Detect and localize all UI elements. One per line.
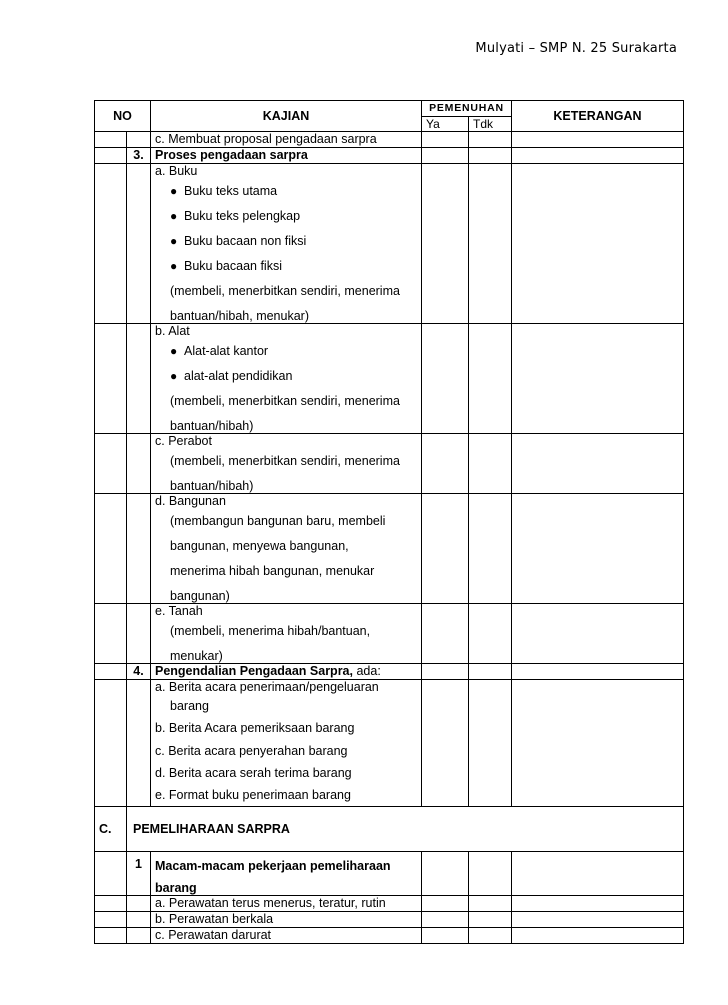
kajian-cell: c. Membuat proposal pengadaan sarpra (151, 132, 422, 148)
row-number: 3. (127, 148, 151, 164)
section-title: Pengendalian Pengadaan Sarpra, ada: (151, 664, 422, 680)
bullet-icon: ● (170, 209, 178, 223)
table-row (95, 132, 684, 148)
note-line: bantuan/hibah, menukar) (170, 309, 309, 323)
kajian-cell: c. Perawatan darurat (151, 928, 422, 944)
note-line: (membeli, menerbitkan sendiri, menerima (170, 284, 400, 298)
section-letter: C. (95, 807, 127, 852)
note-line: bangunan) (170, 589, 230, 603)
kajian-cell (151, 434, 422, 494)
bullet-icon: ● (170, 234, 178, 248)
note-line: barang (170, 699, 209, 713)
section-title: PEMELIHARAAN SARPRA (127, 807, 684, 852)
page-header: Mulyati – SMP N. 25 Surakarta (475, 41, 677, 56)
bullet-icon: ● (170, 344, 178, 358)
table-row (95, 680, 684, 807)
table-row (95, 164, 684, 324)
item-label: d. Bangunan (155, 494, 226, 508)
table-row (95, 896, 684, 912)
section-title: Macam-macam pekerjaan pemeliharaan barang (151, 852, 422, 896)
table-row (95, 148, 684, 164)
header-kajian: KAJIAN (151, 101, 422, 132)
table-row (95, 912, 684, 928)
bullet-icon: ● (170, 259, 178, 273)
kajian-cell: a. Perawatan terus menerus, teratur, rutin (151, 896, 422, 912)
header-ya: Ya (422, 117, 469, 132)
table-row (95, 928, 684, 944)
header-keterangan: KETERANGAN (512, 101, 684, 132)
item-label: a. Berita acara penerimaan/pengeluaran (155, 680, 379, 694)
note-line: bantuan/hibah) (170, 419, 254, 433)
kajian-cell (151, 680, 422, 807)
item-label: d. Berita acara serah terima barang (155, 766, 352, 780)
note-line: (membeli, menerbitkan sendiri, menerima (170, 394, 400, 408)
bullet-item: ● Buku bacaan non fiksi (155, 229, 417, 254)
bullet-item: ● alat-alat pendidikan (155, 364, 417, 389)
checklist-table (94, 100, 684, 944)
note-line: menerima hibah bangunan, menukar (170, 564, 375, 578)
section-title: Proses pengadaan sarpra (151, 148, 422, 164)
item-label: e. Format buku penerimaan barang (155, 788, 351, 802)
header-pemenuhan: PEMENUHAN (422, 101, 512, 117)
bullet-icon: ● (170, 184, 178, 198)
note-line: bantuan/hibah) (170, 479, 254, 493)
bullet-item: ● Buku teks utama (155, 179, 417, 204)
bullet-item: ● Buku teks pelengkap (155, 204, 417, 229)
item-label: b. Berita Acara pemeriksaan barang (155, 721, 355, 735)
note-line: (membeli, menerbitkan sendiri, menerima (170, 454, 400, 468)
item-label: c. Berita acara penyerahan barang (155, 744, 348, 758)
table-row (95, 807, 684, 852)
kajian-cell (151, 494, 422, 604)
table-row (95, 434, 684, 494)
item-label: b. Alat (155, 324, 190, 338)
note-line: (membangun bangunan baru, membeli (170, 514, 386, 528)
kajian-cell (151, 324, 422, 434)
item-label: a. Buku (155, 164, 198, 178)
row-number: 1 (127, 852, 151, 896)
table-row (95, 852, 684, 896)
header-no: NO (95, 101, 151, 132)
table-row (95, 664, 684, 680)
note-line: bangunan, menyewa bangunan, (170, 539, 349, 553)
kajian-cell (151, 604, 422, 664)
table-row (95, 604, 684, 664)
row-number: 4. (127, 664, 151, 680)
header-tdk: Tdk (469, 117, 512, 132)
table-row (95, 494, 684, 604)
bullet-item: ● Buku bacaan fiksi (155, 254, 417, 279)
kajian-cell (151, 164, 422, 324)
note-line: menukar) (170, 649, 223, 663)
note-line: (membeli, menerima hibah/bantuan, (170, 624, 371, 638)
kajian-cell: b. Perawatan berkala (151, 912, 422, 928)
item-label: c. Perabot (155, 434, 212, 448)
bullet-icon: ● (170, 369, 178, 383)
table-row (95, 324, 684, 434)
item-label: e. Tanah (155, 604, 203, 618)
bullet-item: ● Alat-alat kantor (155, 339, 417, 364)
